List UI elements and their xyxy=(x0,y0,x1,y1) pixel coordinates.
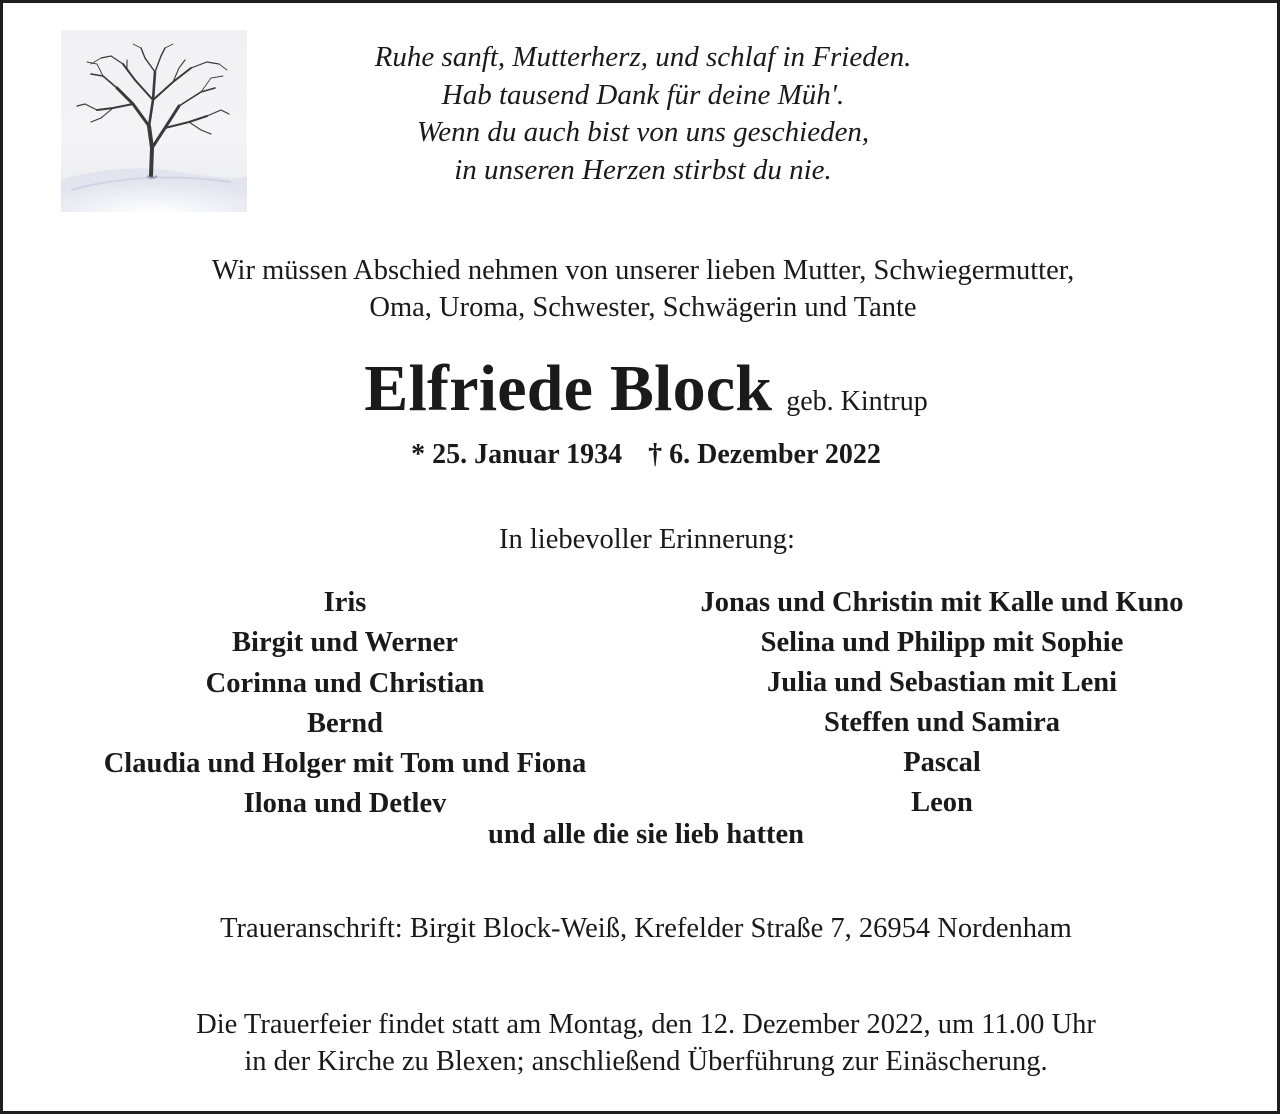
mourner-name: Ilona und Detlev xyxy=(243,788,447,820)
poem-verse xyxy=(283,39,1003,189)
funeral-line: Die Trauerfeier findet statt am Montag, den 12. Dezember 2022, um 11.00 Uhr xyxy=(196,1009,1096,1040)
mourner-name: Selina und Philipp mit Sophie xyxy=(760,627,1124,658)
poem-line: Wenn du auch bist von uns geschieden, xyxy=(416,116,870,148)
mourners-closing: und alle die sie lieb hatten xyxy=(488,819,804,850)
mourners-left-column xyxy=(43,583,647,825)
farewell-text xyxy=(3,252,1280,326)
tree-icon xyxy=(61,30,247,212)
mourner-name: Bernd xyxy=(306,707,383,739)
maiden-name: geb. Kintrup xyxy=(786,386,928,417)
poem-line: in unseren Herzen stirbst du nie. xyxy=(454,153,832,186)
farewell-line: Wir müssen Abschied nehmen von unserer lieben Mutter, Schwiegermutter, xyxy=(211,255,1075,286)
mourner-name: Iris xyxy=(323,587,367,618)
mourners-right-column xyxy=(643,583,1241,823)
mourner-name: Steffen und Samira xyxy=(824,707,1060,738)
mourner-name: Leon xyxy=(911,787,973,818)
poem-line: Ruhe sanft, Mutterherz, und schlaf in Frieden. xyxy=(374,41,912,73)
death-date: † 6. Dezember 2022 xyxy=(648,439,881,470)
winter-tree-image xyxy=(61,30,247,212)
mourner-name: Julia und Sebastian mit Leni xyxy=(766,667,1117,698)
poem-line: Hab tausend Dank für deine Müh'. xyxy=(441,78,845,111)
life-dates xyxy=(3,439,1280,471)
funeral-details xyxy=(3,1006,1280,1080)
mourner-name: Jonas und Christin mit Kalle und Kuno xyxy=(700,587,1184,618)
birth-date: * 25. Januar 1934 xyxy=(411,439,623,470)
mourning-address: Traueranschrift: Birgit Block-Weiß, Krefelder Straße 7, 26954 Nordenham xyxy=(220,913,1072,944)
mourner-name: Corinna und Christian xyxy=(205,667,485,699)
deceased-name: Elfriede Block xyxy=(364,352,773,425)
funeral-line: in der Kirche zu Blexen; anschließend Überführung zur Einäscherung. xyxy=(244,1046,1048,1077)
mourner-name: Birgit und Werner xyxy=(232,627,458,659)
farewell-line: Oma, Uroma, Schwester, Schwägerin und Tante xyxy=(369,292,917,323)
mourner-name: Pascal xyxy=(903,747,981,778)
memory-heading: In liebevoller Erinnerung: xyxy=(499,524,795,555)
deceased-name-line xyxy=(3,351,1280,427)
mourner-name: Claudia und Holger mit Tom und Fiona xyxy=(103,748,587,780)
